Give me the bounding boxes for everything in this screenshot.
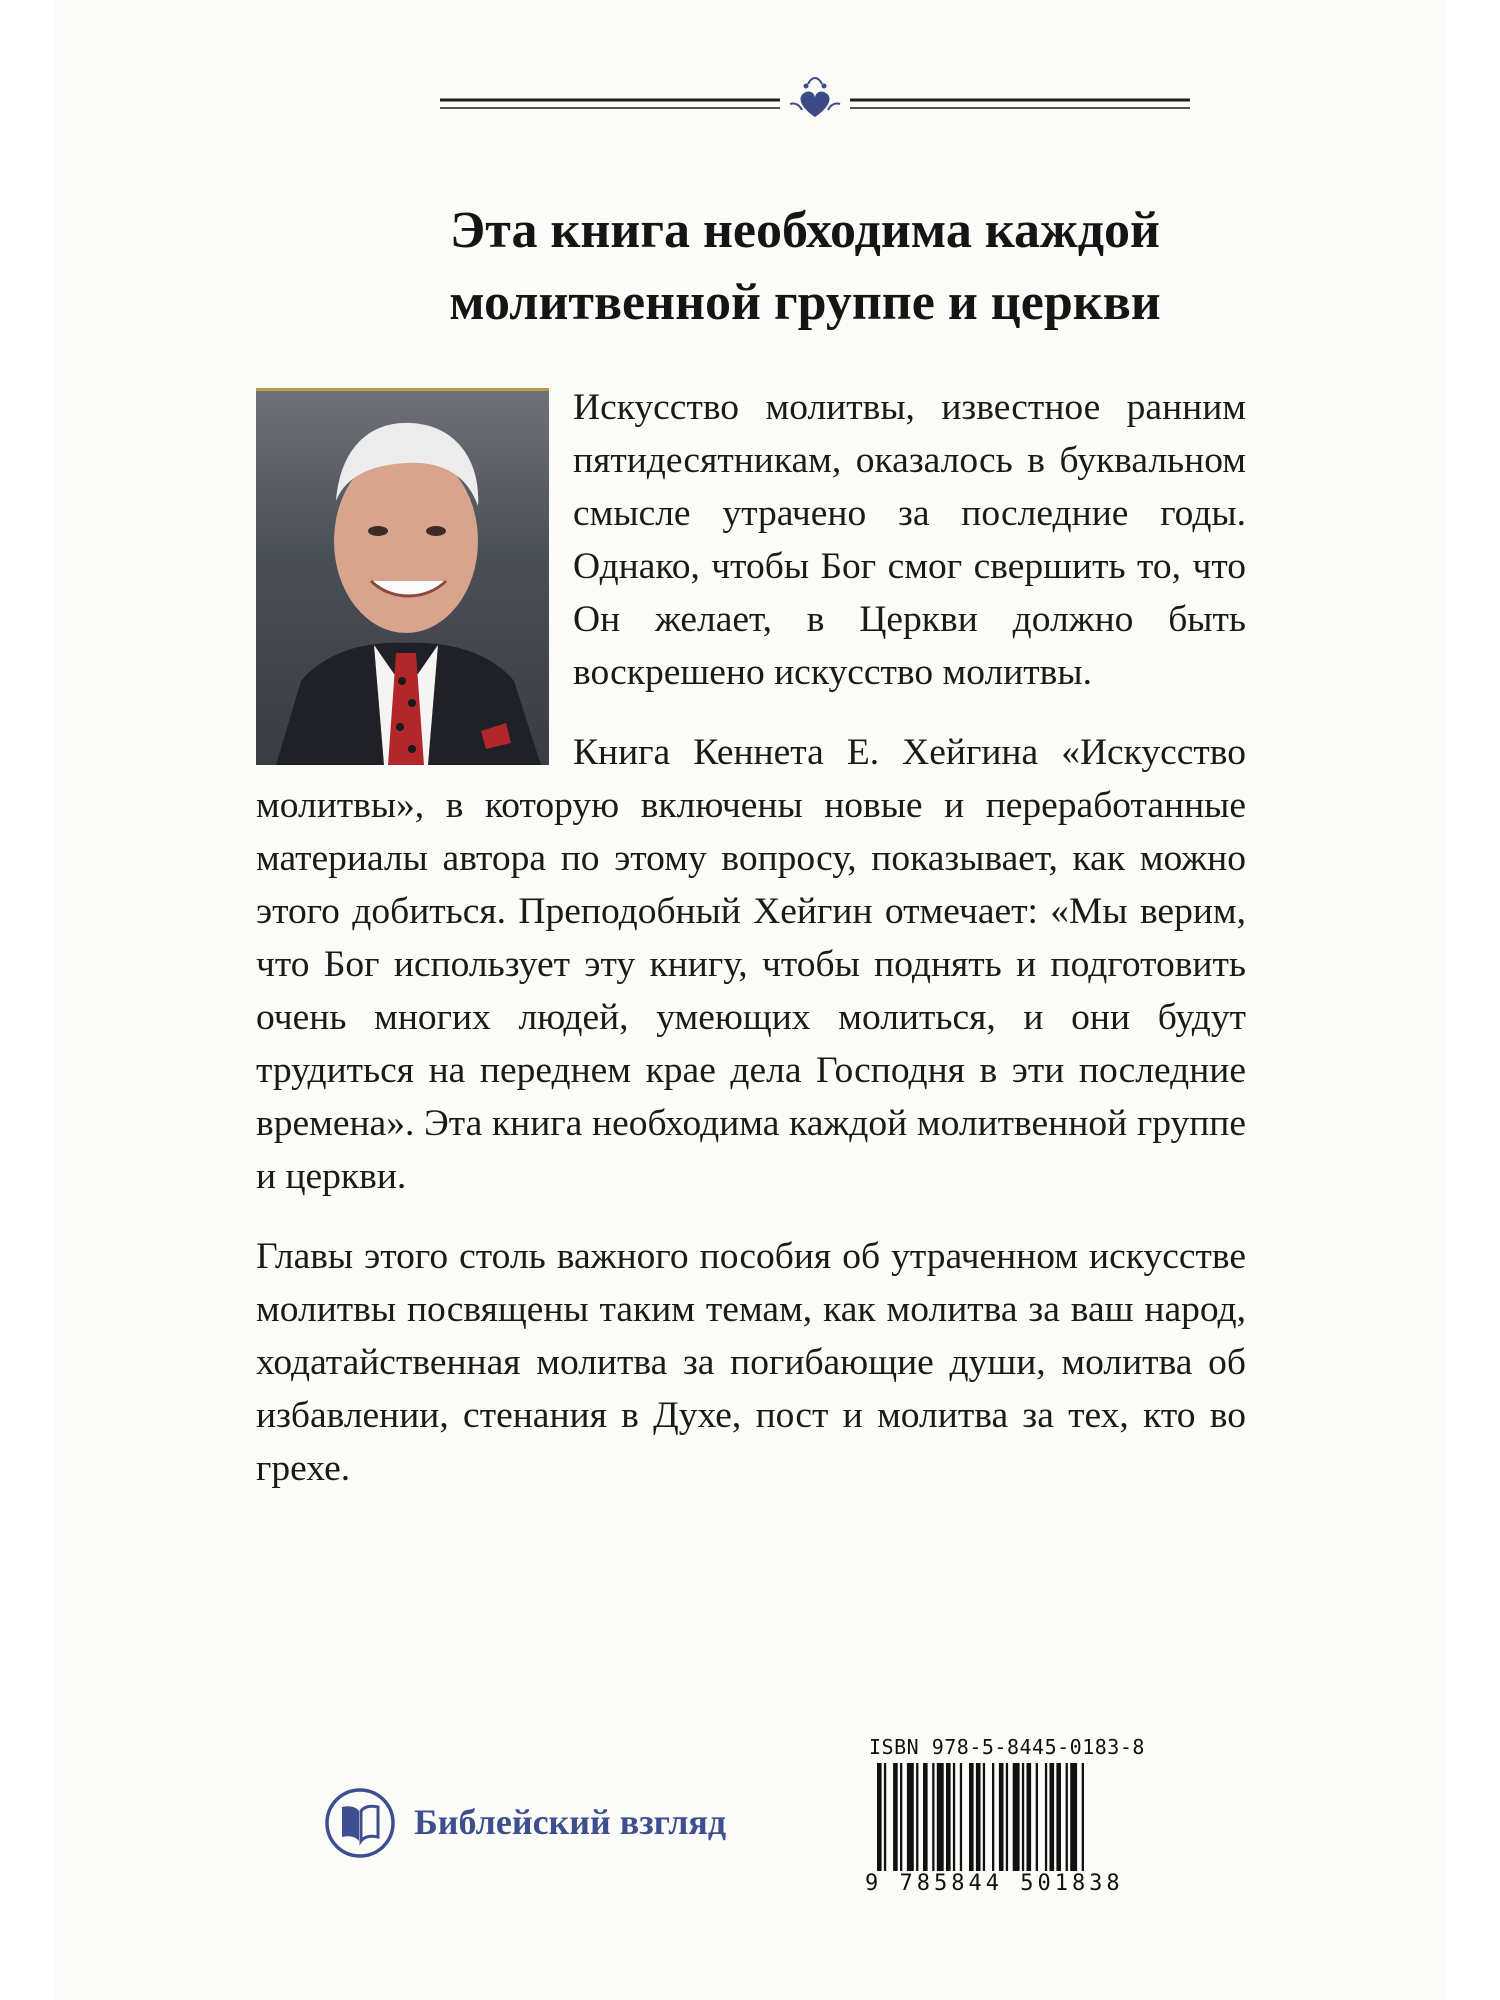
headline-line-2: молитвенной группе и церкви [449,274,1161,331]
barcode-digits: 9 785844 501838 [865,1871,1124,1896]
description-text [256,381,1246,1522]
publisher-logo [322,1785,802,1865]
publisher-name: Библейский взгляд [414,1802,727,1842]
paragraph-2: Книга Кеннета Е. Хейгина «Искусство молитвы», в которую включены новые и переработанные материалы автора по этому вопросу, показывает, как можно этого добиться. Преподобный Хейгин отмечает: «Мы верим, что Бог использует эту книгу, чтобы поднять и подготовить очень многих людей, умеющих молиться, и они будут трудиться на переднем крае дела Господня в эти последние времена». Эта книга необходима каждой молитвенной группе и церкви. [256,732,1246,1197]
book-logo-icon [322,1785,398,1861]
barcode-block [865,1735,1175,1895]
ornament-divider-icon [440,62,1190,132]
isbn-number: ISBN 978-5-8445-0183-8 [869,1735,1145,1759]
headline [315,195,1295,339]
paragraph-1-text: Искусство молитвы, известное ранним пятидесятникам, оказалось в буквальном смысле утрачено за последние годы. Однако, чтобы Бог смог свершить то, что Он желает, в Церкви должно быть воскрешено искусство молитвы. [573,387,1246,693]
headline-line-1: Эта книга необходима каждой [450,202,1160,259]
paragraph-3: Главы этого столь важного пособия об утраченном искусстве молитвы посвящены таким темам, как молитва за ваш народ, ходатайственная молитва за погибающие души, молитва об избавлении, стенания в Духе, пост и молитва за тех, кто во грехе. [256,1236,1246,1489]
author-photo [256,388,549,765]
barcode-icon [873,1763,1173,1871]
paragraph-1 [256,381,1246,699]
